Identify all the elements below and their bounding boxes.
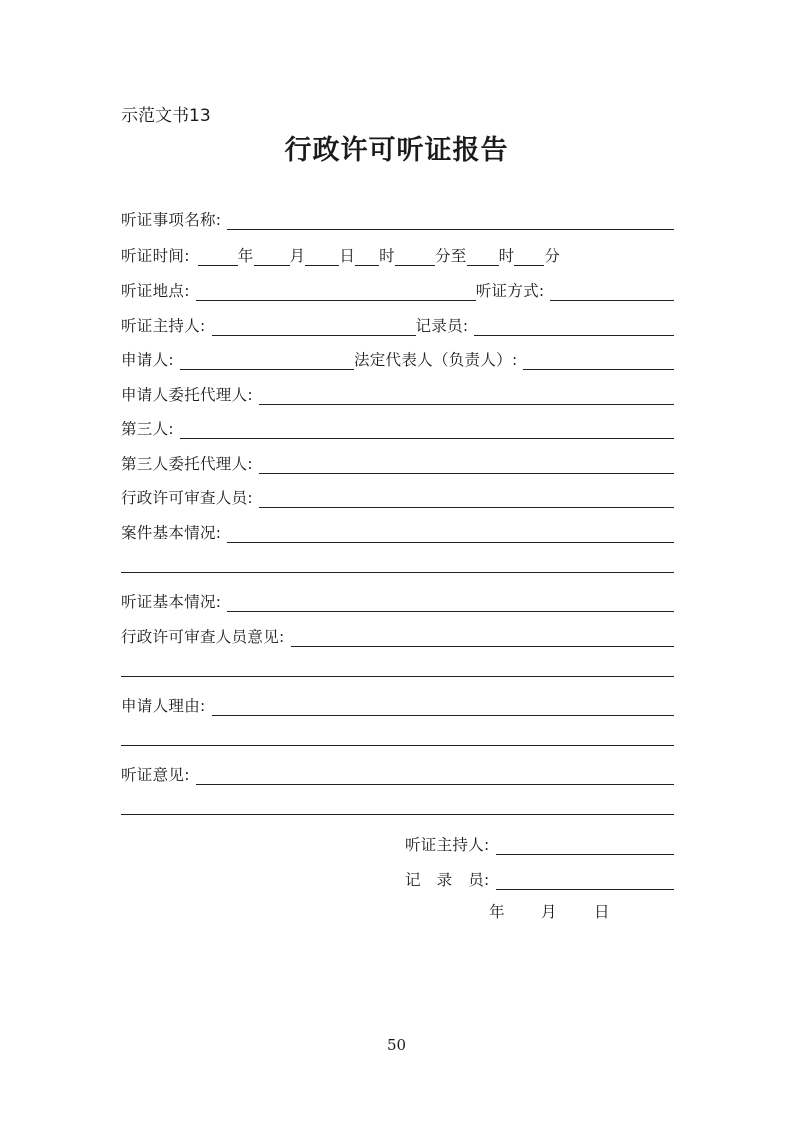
year-blank[interactable] [198, 247, 238, 266]
hour2-blank[interactable] [467, 247, 499, 266]
row-reviewer-opinion [121, 621, 674, 647]
year-unit: 年 [237, 247, 254, 265]
case-basic-info-label: 案件基本情况: [121, 524, 222, 542]
applicant-reason-label: 申请人理由: [121, 697, 206, 715]
hour2-unit: 时 [498, 247, 515, 265]
signature-host-label: 听证主持人: [405, 836, 490, 854]
legal-representative-blank[interactable] [523, 351, 674, 370]
signature-host-blank[interactable] [496, 836, 674, 855]
hour-unit: 时 [379, 247, 395, 265]
reviewer-opinion-label: 行政许可审查人员意见: [121, 628, 285, 646]
hour-blank[interactable] [355, 247, 379, 266]
row-signature-host [405, 829, 674, 855]
hearing-place-blank[interactable] [196, 282, 476, 301]
applicant-reason-blank[interactable] [212, 697, 674, 716]
third-party-label: 第三人: [121, 420, 174, 438]
document-label: 示范文书13 [121, 106, 211, 126]
hearing-opinion-blank[interactable] [196, 766, 674, 785]
hearing-basic-info-blank[interactable] [227, 593, 674, 612]
day-blank[interactable] [305, 247, 339, 266]
row-hearing-host [121, 310, 674, 336]
third-party-agent-blank[interactable] [259, 455, 674, 474]
row-third-party-agent [121, 448, 674, 474]
applicant-agent-blank[interactable] [259, 386, 674, 405]
case-basic-info-blank-2[interactable] [121, 572, 674, 573]
minute2-unit: 分 [544, 247, 561, 265]
third-party-blank[interactable] [180, 420, 674, 439]
row-signature-recorder [405, 864, 674, 890]
case-basic-info-blank[interactable] [227, 524, 674, 543]
row-hearing-item-name [121, 204, 674, 230]
row-applicant [121, 344, 674, 370]
reviewer-opinion-blank-2[interactable] [121, 676, 674, 677]
hearing-basic-info-label: 听证基本情况: [121, 593, 222, 611]
row-applicant-agent [121, 379, 674, 405]
applicant-reason-blank-2[interactable] [121, 745, 674, 746]
legal-representative-label: 法定代表人（负责人）: [353, 351, 518, 369]
reviewer-opinion-blank[interactable] [291, 628, 674, 647]
page-number: 50 [386, 1036, 407, 1054]
month-unit: 月 [289, 247, 306, 265]
applicant-blank[interactable] [180, 351, 354, 370]
hearing-method-blank[interactable] [550, 282, 674, 301]
hearing-host-blank[interactable] [212, 317, 416, 336]
date-day: 日 [594, 903, 610, 921]
applicant-agent-label: 申请人委托代理人: [121, 386, 253, 404]
document-title: 行政许可听证报告 [284, 135, 509, 166]
row-hearing-place [121, 275, 674, 301]
day-unit: 日 [339, 247, 356, 265]
hearing-host-label: 听证主持人: [121, 317, 206, 335]
hearing-item-name-label: 听证事项名称: [121, 211, 222, 229]
month-blank[interactable] [254, 247, 290, 266]
reviewers-label: 行政许可审查人员: [121, 489, 253, 507]
recorder-label: 记录员: [415, 317, 469, 335]
reviewers-blank[interactable] [259, 489, 674, 508]
hearing-opinion-blank-2[interactable] [121, 814, 674, 815]
date-year: 年 [489, 903, 505, 921]
row-hearing-time [121, 240, 674, 266]
hearing-place-label: 听证地点: [121, 282, 190, 300]
row-applicant-reason [121, 690, 674, 716]
row-hearing-opinion [121, 759, 674, 785]
hearing-opinion-label: 听证意见: [121, 766, 190, 784]
hearing-item-name-blank[interactable] [227, 211, 674, 230]
signature-recorder-blank[interactable] [496, 871, 674, 890]
row-third-party [121, 413, 674, 439]
signature-recorder-label: 记 录 员: [405, 871, 490, 889]
minute-to-unit: 分至 [434, 247, 467, 265]
applicant-label: 申请人: [121, 351, 174, 369]
row-case-basic-info [121, 517, 674, 543]
hearing-time-label: 听证时间: [121, 247, 190, 265]
minute-blank[interactable] [395, 247, 435, 266]
row-hearing-basic-info [121, 586, 674, 612]
date-month: 月 [541, 903, 557, 921]
minute2-blank[interactable] [514, 247, 544, 266]
recorder-blank[interactable] [474, 317, 674, 336]
row-reviewers [121, 482, 674, 508]
hearing-method-label: 听证方式: [475, 282, 545, 300]
third-party-agent-label: 第三人委托代理人: [121, 455, 253, 473]
